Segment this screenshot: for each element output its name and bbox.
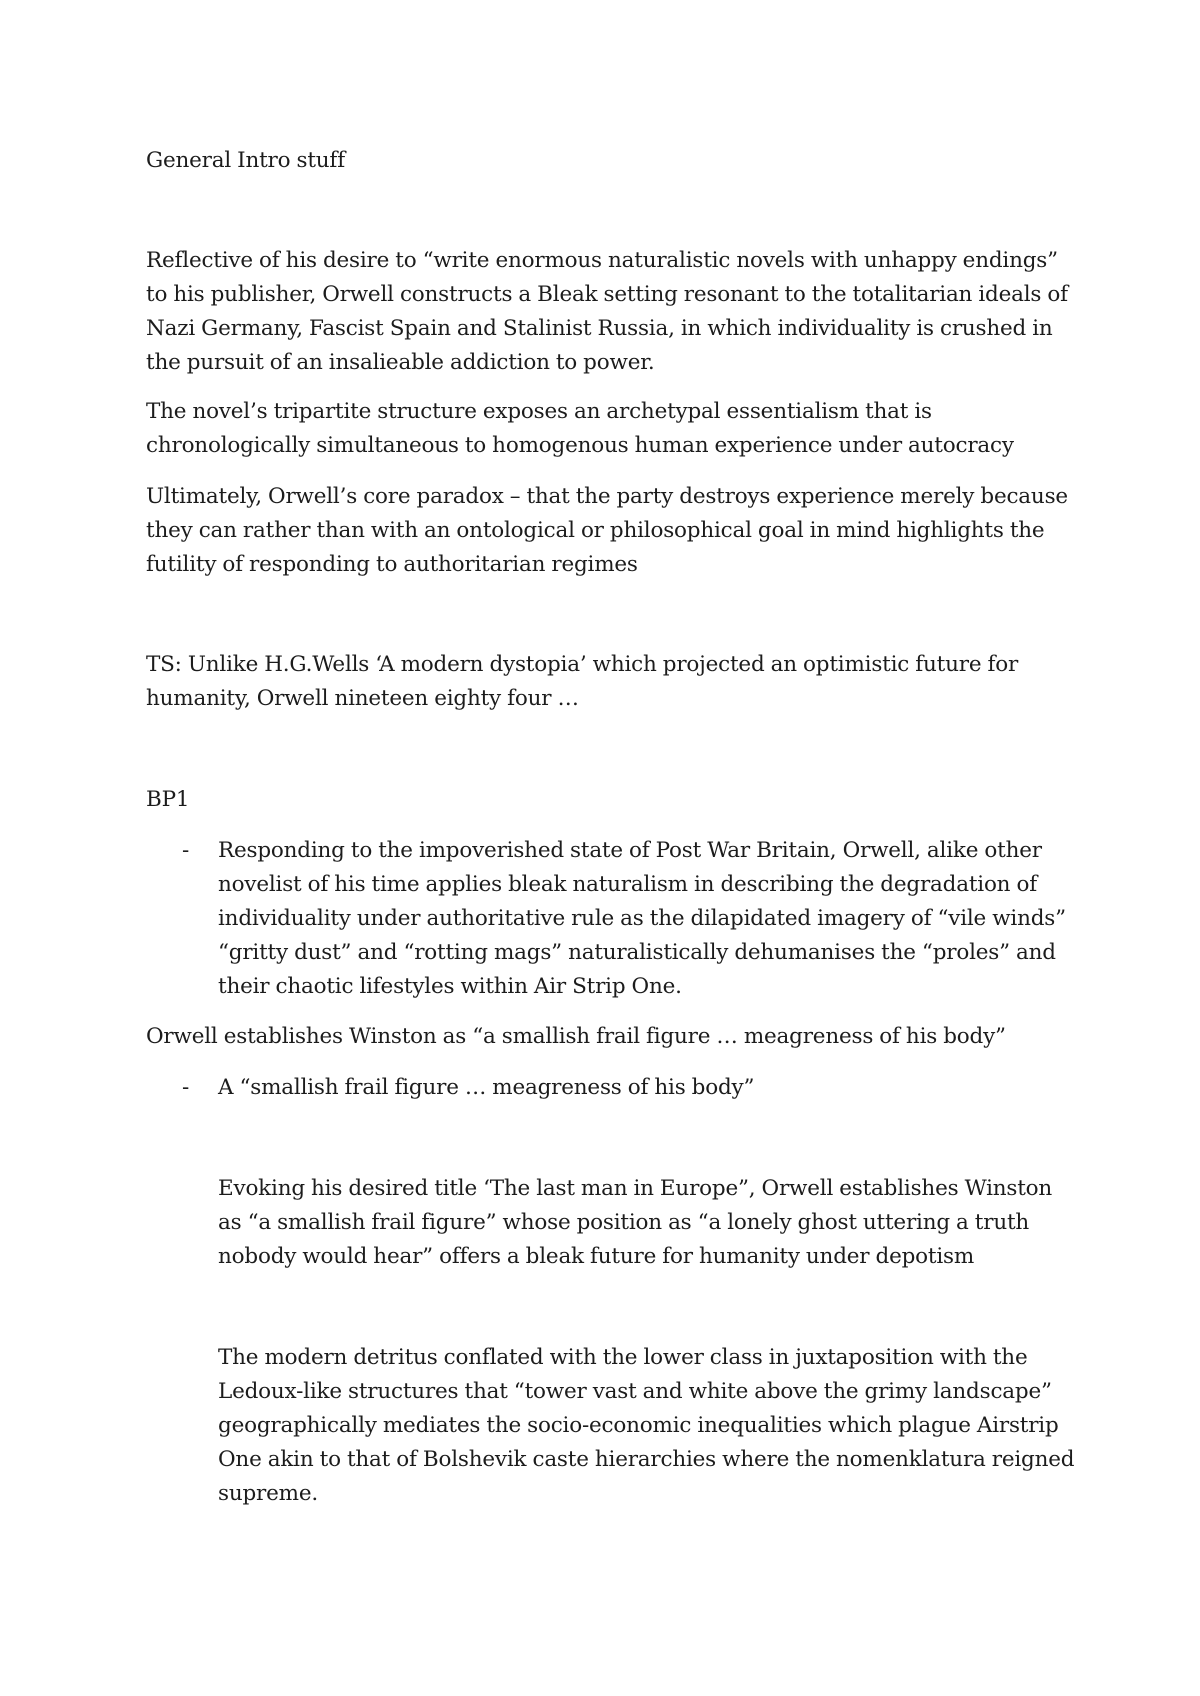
section-label-bp1: BP1 [146, 787, 190, 812]
intro-paragraph-paradox: Ultimately, Orwell’s core paradox – that the party destroys experience merely because they can rather than with an ontological or philosophical goal in mind highlights the futility of responding to authoritarian regimes [146, 484, 1068, 577]
intro-paragraph-structure: The novel’s tripartite structure exposes an archetypal essentialism that is chronologically simultaneous to homogenous human experience under autocracy [146, 399, 1014, 458]
thesis-statement: TS: Unlike H.G.Wells ‘A modern dystopia’ which projected an optimistic future for humanity, Orwell nineteen eighty four … [146, 652, 1019, 711]
intro-heading: General Intro stuff [146, 148, 345, 173]
bullet-dash: - [182, 838, 190, 863]
bullet-dash: - [182, 1075, 190, 1100]
winston-statement: Orwell establishes Winston as “a smallish frail figure … meagreness of his body” [146, 1024, 1006, 1049]
bullet-text: Responding to the impoverished state of Post War Britain, Orwell, alike other novelist of his time applies bleak naturalism in describing the degradation of individuality under authoritative rule as the dilapidated imagery of “vile winds” “gritty dust” and “rotting mags” naturalistically dehumanises the “proles” and their chaotic lifestyles within Air Strip One. [218, 838, 1066, 999]
body-paragraph-detritus: The modern detritus conflated with the lower class in juxtaposition with the Ledoux-like structures that “tower vast and white above the grimy landscape” geographically mediates the socio-economic inequalities which plague Airstrip One akin to that of Bolshevik caste hierarchies where the nomenklatura reigned supreme. [218, 1345, 1075, 1506]
intro-paragraph-reflective: Reflective of his desire to “write enormous naturalistic novels with unhappy endings” to his publisher, Orwell constructs a Bleak setting resonant to the totalitarian ideals of Nazi Germany, Fascist Spain and Stalinist Russia, in which individuality is crushed in the pursuit of an insalieable addiction to power. [146, 248, 1068, 375]
bullet-text: A “smallish frail figure … meagreness of his body” [218, 1075, 755, 1100]
body-paragraph-last-man: Evoking his desired title ‘The last man in Europe”, Orwell establishes Winston as “a smallish frail figure” whose position as “a lonely ghost uttering a truth nobody would hear” offers a bleak future for humanity under depotism [218, 1176, 1053, 1269]
